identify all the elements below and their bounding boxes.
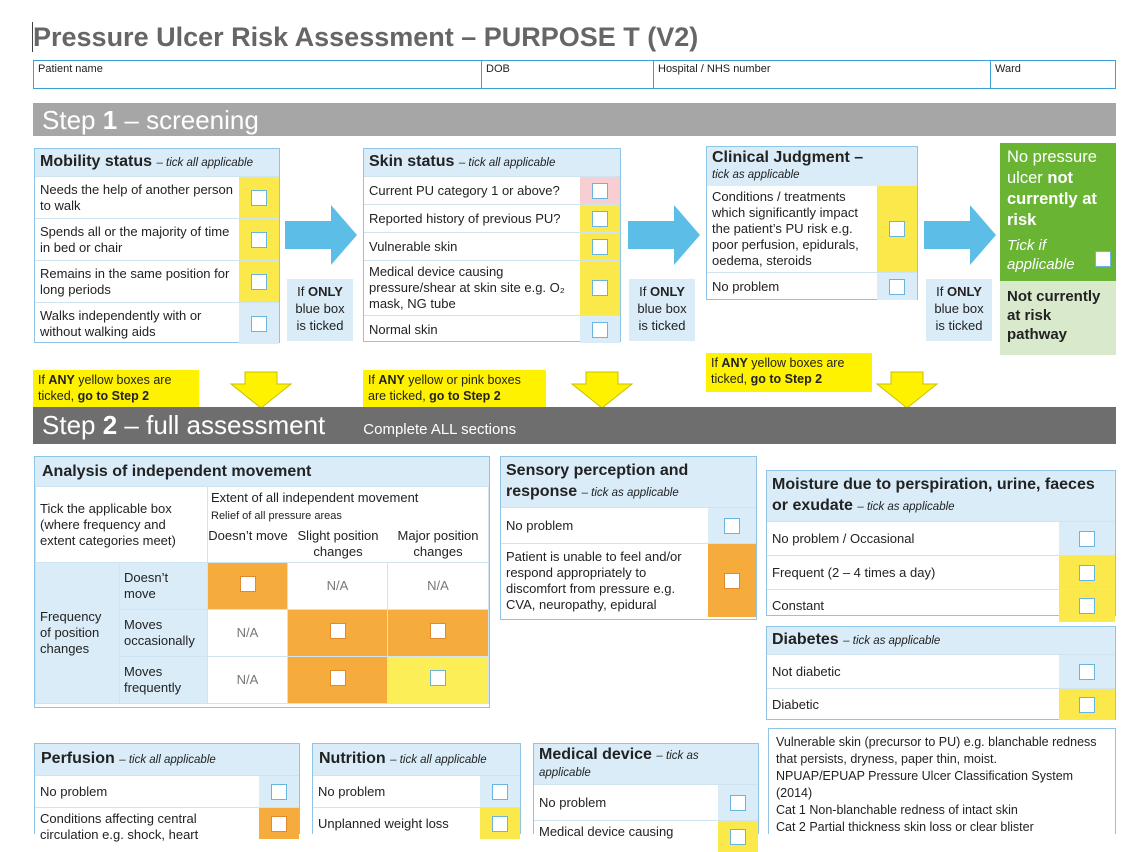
checkbox[interactable] xyxy=(330,623,346,639)
checkbox[interactable] xyxy=(1079,664,1095,680)
checkbox[interactable] xyxy=(592,183,608,199)
diabetes-panel xyxy=(766,626,1116,720)
checkbox[interactable] xyxy=(492,816,508,832)
no-risk-checkbox[interactable] xyxy=(1095,251,1111,267)
movement-instructions: Tick the applicable box (where frequency and extent categories meet) xyxy=(36,487,208,563)
perfusion-header xyxy=(35,744,299,775)
clinical-title: Clinical Judgment xyxy=(712,149,850,166)
col-major-changes: Major position changes xyxy=(397,528,479,559)
skin-panel xyxy=(363,148,621,342)
clinical-hint: tick as applicable xyxy=(712,169,800,181)
checkbox[interactable] xyxy=(271,816,287,832)
moisture-hint: – tick as applicable xyxy=(857,501,955,513)
skin-hint: – tick all applicable xyxy=(458,157,556,169)
note-line: NPUAP/EPUAP Pressure Ulcer Classification System (2014) xyxy=(776,769,1074,800)
sensory-panel xyxy=(500,456,757,620)
clinical-header: Clinical Judgment – tick as applicable xyxy=(707,147,917,186)
only-blue-box-note: If ONLY blue box is ticked xyxy=(926,279,992,341)
checkbox[interactable] xyxy=(889,279,905,295)
diabetes-hint: – tick as applicable xyxy=(843,635,941,647)
device-item: Medical device causing xyxy=(539,824,674,839)
arrow-right-icon xyxy=(628,205,700,265)
checkbox[interactable] xyxy=(492,784,508,800)
checkbox[interactable] xyxy=(592,211,608,227)
moisture-item: No problem / Occasional xyxy=(772,530,915,546)
clinical-item: Conditions / treatments which significantly impact the patient’s PU risk e.g. poor perfusion, epidurals, oedema, steroids xyxy=(712,189,859,268)
perfusion-item: Conditions affecting central circulation e.g. shock, heart xyxy=(40,811,199,842)
moisture-panel xyxy=(766,470,1116,616)
sensory-item: Patient is unable to feel and/or respond appropriately to discomfort from pressure e.g. CVA, neuropathy, epidural xyxy=(506,548,682,612)
sensory-header xyxy=(501,457,756,507)
tick-if-applicable: Tick if applicable xyxy=(1007,237,1075,273)
skin-item: Current PU category 1 or above? xyxy=(369,182,560,198)
row-moves-occasionally: Moves occasionally xyxy=(120,610,208,657)
frequency-label: Frequency of position changes xyxy=(36,563,120,704)
skin-header xyxy=(364,149,620,176)
checkbox[interactable] xyxy=(730,829,746,845)
skin-item: Vulnerable skin xyxy=(369,238,458,254)
only-blue-box-note: If ONLY blue box is ticked xyxy=(629,279,695,341)
sensory-title: Sensory perception and response xyxy=(506,462,689,500)
checkbox[interactable] xyxy=(251,274,267,290)
skin-classification-notes xyxy=(768,728,1116,834)
na-cell: N/A xyxy=(388,563,489,610)
movement-title: Analysis of independent movement xyxy=(35,457,489,486)
step1-num: 1 xyxy=(102,105,118,135)
checkbox[interactable] xyxy=(592,322,608,338)
moisture-item: Constant xyxy=(772,598,825,613)
step2-header xyxy=(33,407,1116,444)
checkbox[interactable] xyxy=(1079,697,1095,713)
col-doesnt-move: Doesn’t move xyxy=(208,528,288,543)
dob-field[interactable]: DOB xyxy=(482,61,654,88)
nutrition-header xyxy=(313,744,520,775)
arrow-down-icon xyxy=(231,372,291,408)
diabetes-header xyxy=(767,627,1115,654)
row-moves-frequently: Moves frequently xyxy=(120,657,208,704)
extent-label: Extent of all independent movement xyxy=(211,490,419,505)
checkbox[interactable] xyxy=(592,280,608,296)
device-title: Medical device xyxy=(539,746,652,763)
step2-pre: Step xyxy=(42,410,103,440)
clinical-panel xyxy=(706,146,918,300)
nutrition-item: No problem xyxy=(318,783,386,799)
mobility-item: Spends all or the majority of time in bed or chair xyxy=(40,223,230,255)
perfusion-item: No problem xyxy=(40,783,108,799)
device-header xyxy=(534,744,758,784)
device-hint: – tick as applicable xyxy=(539,750,699,779)
not-at-risk-pathway: Not currently at risk pathway xyxy=(1000,281,1116,355)
step1-header xyxy=(33,103,1116,136)
checkbox[interactable] xyxy=(1079,531,1095,547)
arrow-right-icon xyxy=(924,205,996,265)
diabetes-item: Not diabetic xyxy=(772,663,841,679)
diabetes-title: Diabetes xyxy=(772,631,839,648)
checkbox[interactable] xyxy=(271,784,287,800)
arrow-down-icon xyxy=(572,372,632,408)
checkbox[interactable] xyxy=(730,795,746,811)
no-risk-box: No pressure ulcer not currently at risk Tick if applicable xyxy=(1000,143,1116,281)
skin-item: Normal skin xyxy=(369,321,438,337)
skin-item: Medical device causing pressure/shear at skin site e.g. O₂ mask, NG tube xyxy=(369,264,565,311)
checkbox[interactable] xyxy=(251,232,267,248)
moisture-item: Frequent (2 – 4 times a day) xyxy=(772,564,936,580)
nutrition-item: Unplanned weight loss xyxy=(318,815,449,831)
perfusion-hint: – tick all applicable xyxy=(119,754,216,766)
checkbox[interactable] xyxy=(240,576,256,592)
mobility-title: Mobility status xyxy=(40,153,153,170)
moisture-header xyxy=(767,471,1115,521)
patient-name-field[interactable]: Patient name xyxy=(34,61,482,88)
go-step2-note: If ANY yellow boxes are ticked, go to Step 2 xyxy=(33,370,199,409)
na-cell: N/A xyxy=(208,657,288,704)
nutrition-title: Nutrition xyxy=(319,750,386,767)
ward-field[interactable]: Ward xyxy=(995,63,1021,75)
checkbox[interactable] xyxy=(1079,598,1095,614)
na-cell: N/A xyxy=(208,610,288,657)
moisture-title: Moisture due to perspiration, urine, faeces or exudate xyxy=(772,476,1095,514)
checkbox[interactable] xyxy=(330,670,346,686)
note-line: Cat 2 Partial thickness skin loss or clear blister xyxy=(776,820,1034,834)
arrow-down-icon xyxy=(877,372,937,408)
checkbox[interactable] xyxy=(592,239,608,255)
mobility-panel xyxy=(34,148,280,343)
step1-pre: Step xyxy=(42,105,103,135)
skin-title: Skin status xyxy=(369,153,455,170)
checkbox[interactable] xyxy=(724,518,740,534)
step2-subtitle: Complete ALL sections xyxy=(363,421,517,438)
checkbox[interactable] xyxy=(1079,565,1095,581)
mobility-item: Remains in the same position for long periods xyxy=(40,265,230,297)
device-panel xyxy=(533,743,759,839)
mobility-item: Walks independently with or without walking aids xyxy=(40,307,202,339)
step2-post: – full assessment xyxy=(117,410,326,440)
go-step2-note: If ANY yellow or pink boxes are ticked, go to Step 2 xyxy=(363,370,546,409)
patient-details-bar xyxy=(33,60,1116,89)
note-line: Vulnerable skin (precursor to PU) e.g. blanchable redness that persists, dryness, paper thin, moist. xyxy=(776,735,1097,766)
nutrition-panel xyxy=(312,743,521,834)
clinical-item: No problem xyxy=(712,278,780,294)
diabetes-item: Diabetic xyxy=(772,696,819,712)
hospital-number-field[interactable]: Hospital / NHS number xyxy=(654,61,991,88)
mobility-hint: – tick all applicable xyxy=(156,157,253,169)
col-slight-changes: Slight position changes xyxy=(297,528,379,559)
checkbox[interactable] xyxy=(430,623,446,639)
row-doesnt-move: Doesn’t move xyxy=(120,563,208,610)
device-item: No problem xyxy=(539,794,607,810)
perfusion-title: Perfusion xyxy=(41,750,115,767)
checkbox[interactable] xyxy=(251,316,267,332)
only-blue-box-note: If ONLY blue box is ticked xyxy=(287,279,353,341)
step2-num: 2 xyxy=(102,410,118,440)
checkbox[interactable] xyxy=(430,670,446,686)
checkbox[interactable] xyxy=(724,573,740,589)
checkbox[interactable] xyxy=(251,190,267,206)
sensory-hint: – tick as applicable xyxy=(581,487,679,499)
nutrition-hint: – tick all applicable xyxy=(390,754,487,766)
movement-panel xyxy=(34,456,490,708)
checkbox[interactable] xyxy=(889,221,905,237)
go-step2-note: If ANY yellow boxes are ticked, go to Step 2 xyxy=(706,353,872,392)
perfusion-panel xyxy=(34,743,300,842)
form-title: Pressure Ulcer Risk Assessment – PURPOSE T (V2) xyxy=(33,22,699,52)
arrow-right-icon xyxy=(285,205,357,265)
na-cell: N/A xyxy=(288,563,388,610)
mobility-header xyxy=(35,149,279,176)
relief-label: Relief of all pressure areas xyxy=(211,510,342,522)
sensory-item: No problem xyxy=(506,517,574,533)
note-line: Cat 1 Non-blanchable redness of intact skin xyxy=(776,803,1018,817)
step1-post: – screening xyxy=(117,105,259,135)
mobility-item: Needs the help of another person to walk xyxy=(40,181,233,213)
skin-item: Reported history of previous PU? xyxy=(369,210,561,226)
